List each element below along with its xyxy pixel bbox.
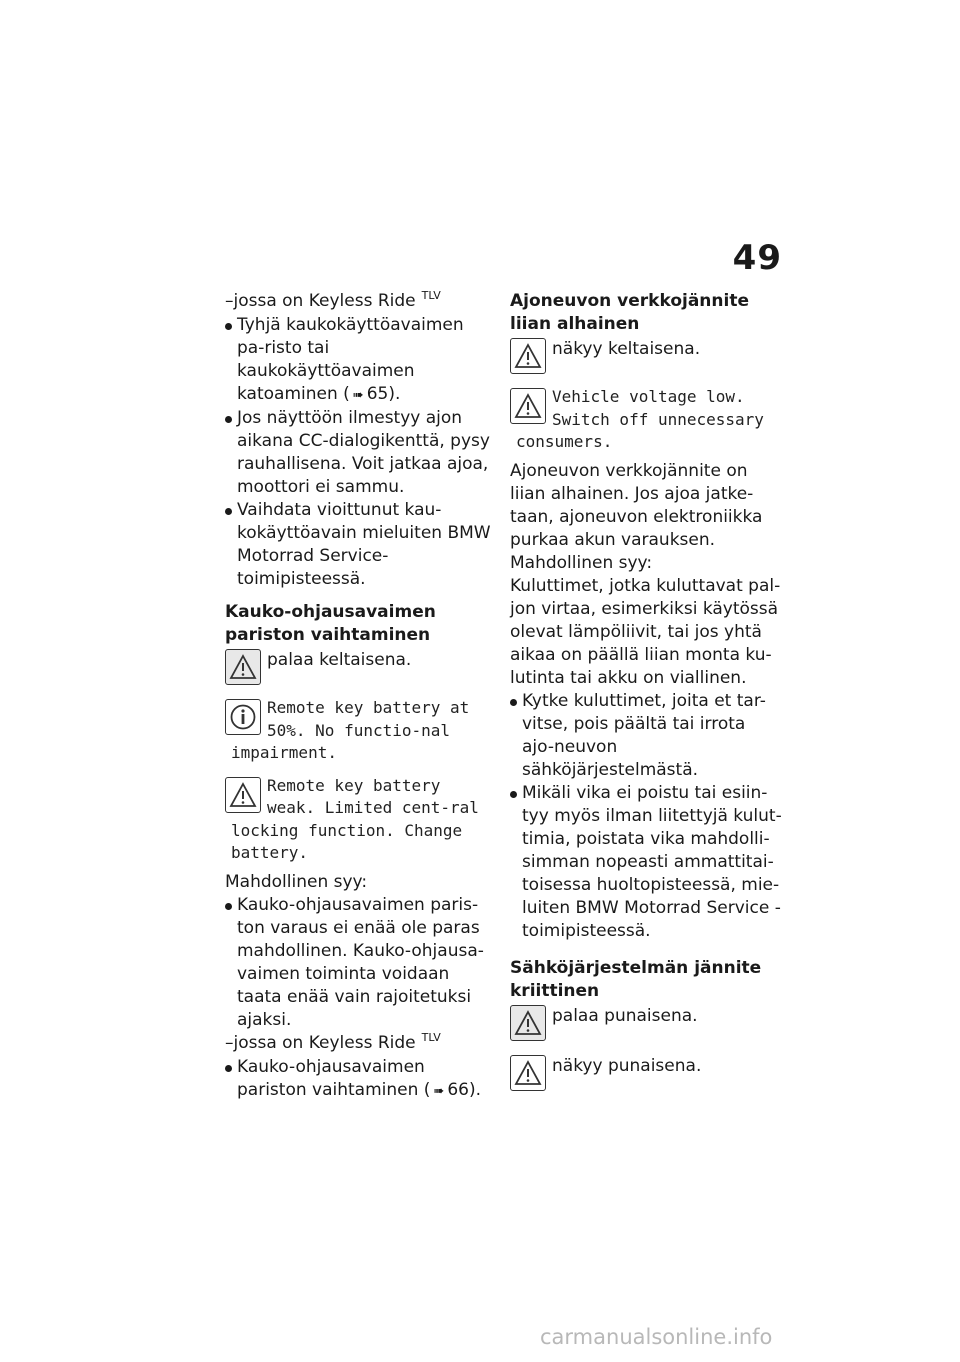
warning-message <box>510 386 782 454</box>
left-column <box>225 290 493 1103</box>
list-item: Tyhjä kaukokäyttöavaimen pa-risto tai kaukokäyttöavaimen katoaminen ( ➠ 65). <box>225 314 493 407</box>
warning-triangle-icon <box>510 388 546 424</box>
indicator-row <box>510 1053 782 1093</box>
indicator-text: palaa punaisena. <box>552 1005 698 1026</box>
section-heading: Kauko-ohjausavaimen pariston vaihtaminen <box>225 602 436 645</box>
body-text: Kuluttimet, jotka kuluttavat pal-jon virtaa, esimerkiksi käytössä olevat lämpöliivit, tai jos yhtä aikaa on päällä liian monta ku-lutinta tai akku on viallinen. <box>510 575 781 688</box>
list-item: Vaihdata vioittunut kau-kokäyttöavain mieluiten BMW Motorrad Service-toimipisteessä. <box>225 499 493 591</box>
indicator-row <box>510 1003 782 1043</box>
cause-label: Mahdollinen syy: <box>225 871 368 892</box>
list-item: Jos näyttöön ilmestyy ajon aikana CC-dialogikenttä, pysy rauhallisena. Voit jatkaa ajoa, moottori ei sammu. <box>225 407 493 499</box>
list-item: Kytke kuluttimet, joita et tar-vitse, pois päältä tai irrota ajo-neuvon sähköjärjestelmästä. <box>510 690 782 782</box>
list-item: Kauko-ohjausavaimen paris-ton varaus ei enää ole paras mahdollinen. Kauko-ohjausa-vaimen toiminta voidaan taata enää vain rajoitetuksi ajaksi. <box>225 894 493 1032</box>
indicator-row <box>510 336 782 376</box>
warning-triangle-icon <box>510 338 546 374</box>
body-text: Ajoneuvon verkkojännite on liian alhainen. Jos ajoa jatke-taan, ajoneuvon elektroniikka purkaa akun varauksen. <box>510 460 763 550</box>
list-item: Kauko-ohjausavaimen pariston vaihtaminen ( ➠ 66). <box>225 1056 493 1103</box>
warning-message <box>225 775 493 865</box>
info-message <box>225 697 493 765</box>
indicator-text: näkyy punaisena. <box>552 1055 702 1076</box>
keyless-ride-note: –jossa on Keyless Ride $^{TLV}$ <box>225 289 441 311</box>
bullet-list-1 <box>225 314 493 591</box>
cause-label: Mahdollinen syy: <box>510 552 653 573</box>
bullet-list-3 <box>225 1056 493 1103</box>
list-item: Mikäli vika ei poistu tai esiin-tyy myös ilman liitettyjä kulut-timia, poistata vika mahdolli-simman nopeasti ammattitai-toisessa huoltopisteessä, mie-luiten BMW Motorrad Service -toimipisteessä. <box>510 782 782 943</box>
indicator-text: näkyy keltaisena. <box>552 339 701 359</box>
display-message: Remote key battery at 50%. No functio-nal impairment. <box>231 698 470 762</box>
watermark: carmanualsonline.info <box>540 1325 773 1349</box>
info-icon <box>225 699 261 735</box>
display-message: Vehicle voltage low. Switch off unnecessary consumers. <box>516 387 764 451</box>
warning-triangle-icon <box>225 777 261 813</box>
section-heading: Ajoneuvon verkkojännite liian alhainen <box>510 291 749 334</box>
right-column <box>510 290 782 1093</box>
section-heading: Sähköjärjestelmän jännite kriittinen <box>510 957 762 1001</box>
bullet-list <box>510 690 782 943</box>
arrow-right-icon: ➠ <box>352 388 364 403</box>
page-number: 49 <box>732 238 782 278</box>
indicator-row <box>225 647 493 687</box>
warning-triangle-icon <box>510 1055 546 1091</box>
keyless-ride-note: –jossa on Keyless Ride $^{TLV}$ <box>225 1030 441 1053</box>
warning-triangle-icon <box>225 649 261 685</box>
display-message: Remote key battery weak. Limited cent-ral locking function. Change battery. <box>231 775 479 862</box>
warning-triangle-icon <box>510 1005 546 1041</box>
indicator-text: palaa keltaisena. <box>267 650 412 670</box>
arrow-right-icon: ➠ <box>433 1083 445 1099</box>
bullet-list-2 <box>225 894 493 1032</box>
